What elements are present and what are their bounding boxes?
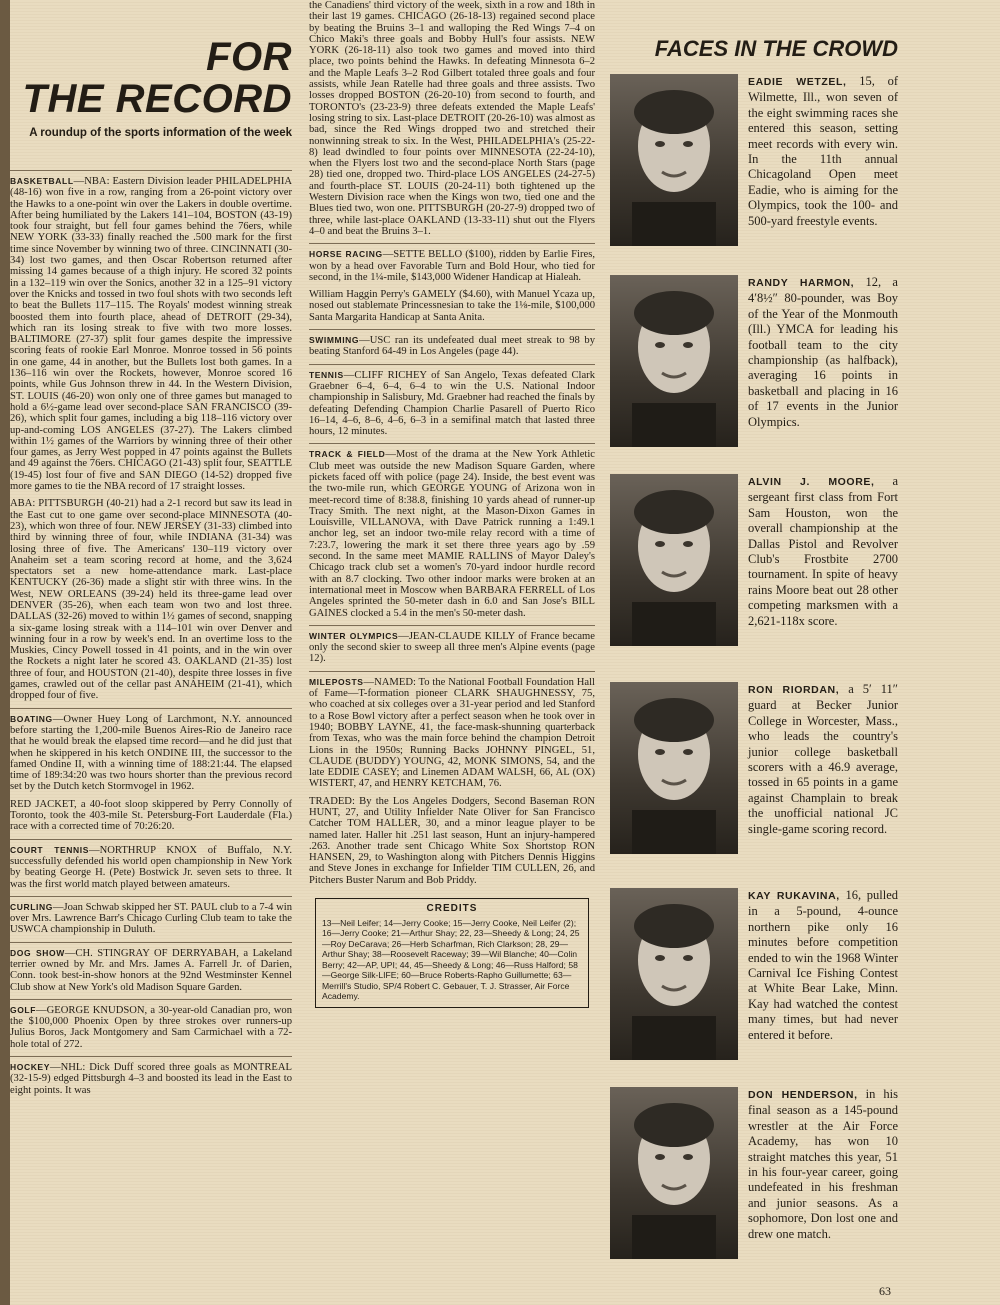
left-item [10, 839, 292, 890]
left-item [10, 1056, 292, 1096]
mid-items-list [309, 0, 595, 886]
item-text: —Most of the drama at the New York Athletic Club meet was outside the new Madison Square Garden, where pickets faced off with police (page 24). Inside, the best event was the two-mile run, which GEORGE YOUNG of Arizona won in meet-record time of 8:38.8, finishing 10 yards ahead of runner-up Tracy Smith. The next night, at the Mason-Dixon Games in Louisville, VILLANOVA, with Dave Patrick running a 1:49.1 anchor leg, set an indoor two-mile relay record with a time of 7:23.7, lowering the mark it set there three years ago by .59 second. In the same meet MAMIE RALLINS of Mayor Daley's Chicago track club set a women's 70-yard indoor hurdle record with an 8.7 clocking. Two other indoor marks were broken at an international meet in Moscow when BARBARA FERRELL of Los Angeles sprinted the 50-meter dash in 6.0 and San Jose's BILL GAINES clocked a 5.4 in the men's 50-meter dash. [309, 449, 596, 619]
left-item [10, 999, 292, 1050]
section-title [10, 36, 292, 120]
left-item [10, 942, 292, 993]
category-label: COURT TENNIS [10, 844, 90, 855]
face-name: EADIE WETZEL, [748, 76, 847, 88]
item-text: the Canadiens' third victory of the week, sixth in a row and 18th in their last 19 games. CHICAGO (26-18-13) regained second place by beating the Bruins 3–1 and walloping the Red Wings 7–4 on Chico Maki's three goals and Bobby Hull's four assists. NEW YORK (26-18-11) also took two games and moved into third place, two points behind the Hawks. In defeating Minnesota 6–2 and the Maple Leafs 3–2 Rod Gilbert totaled three goals and four assists, while Jean Ratelle had three goals and three assists. Two losses dropped BOSTON (26-20-10) from second to fourth, and TORONTO's (23-23-9) three defeats extended the Maple Leafs' losing string to six. Last-place DETROIT (20-26-10) was almost as bad, since the Red Wings dropped two and stretched their nonwinning streak to six. In the West, PHILADELPHIA's (25-22-8) lead dwindled to four points over MINNESOTA (22-24-10), when the Flyers lost two and the second-place North Stars (page 28) tied one, dropped two. Third-place LOS ANGELES (24-27-5) and fourth-place ST. LOUIS (20-24-11) both tightened up the Western Division race when the Kings won two, tied one and the Blues tied two, won one. PITTSBURGH (20-27-9) dropped two of three, while last-place OAKLAND (13-33-11) shut out the Flyers 4–0 and beat the Bruins 3–1. [309, 0, 595, 237]
category-label: SWIMMING [309, 335, 360, 346]
left-item [10, 498, 292, 701]
credits-title: CREDITS [426, 903, 478, 915]
category-label: HORSE RACING [309, 249, 383, 260]
item-text: —GEORGE KNUDSON, a 30-year-old Canadian pro, won the $100,000 Phoenix Open by three strokes over runners-up Julius Boros, Jack Montgomery and Sam Carmichael with a 72-hole total of 272. [10, 1004, 292, 1050]
face-text: 16, pulled in a 5-pound, 4-ounce northern pike only 16 minutes before competition ended to win the 1968 Winter Carnival Ice Fishing Contest at White Bear Lake, Minn. Kay had watched the contest many times, but had never entered it before. [748, 888, 898, 1042]
face-text: a sergeant first class from Fort Sam Houston, won the overall championship at the Dallas Pistol and Revolver Club's Frostbite 2700 tournament. In spite of heavy rains Moore beat out 28 other competing marksmen with a 2,621-118x score. [748, 474, 898, 628]
category-label: WINTER OLYMPICS [309, 630, 399, 641]
item-text: —NORTHRUP KNOX of Buffalo, N.Y. successfully defended his world open championship in New York by beating George H. (Pete) Bostwick Jr. seven sets to three. It was the first world match played between amateurs. [10, 844, 292, 890]
face-bio [748, 74, 898, 229]
portrait-photo [610, 682, 738, 854]
mid-item [309, 329, 595, 358]
mid-item [309, 364, 595, 438]
faces-in-the-crowd-column [608, 36, 898, 1241]
item-text: —SETTE BELLO ($100), ridden by Earlie Fires, won by a head over Favorable Turn and Bold Hour, who tied for second, in the 1¼-mile, $143,000 Widener Handicap at Hialeah. [309, 249, 595, 283]
category-label: TENNIS [309, 369, 344, 380]
category-label: DOG SHOW [10, 947, 65, 958]
portrait-photo [610, 888, 738, 1060]
title-line-2: THE RECORD [22, 77, 292, 121]
record-continued-column [309, 0, 595, 1008]
item-text: TRADED: By the Los Angeles Dodgers, Second Baseman RON HUNT, 27, and Utility Infielder Nate Oliver for San Francisco Catcher TOM HALLER, 30, and a minor league player to be named later. Haller hit .251 last season, Hunt an injury-hampered .263. Another trade sent Chicago White Sox Shortstop RON HANSEN, 29, to Washington along with Pitchers Dennis Higgins and Steve Jones in exchange for Infielder TIM CULLEN, 26, and Pitchers Buster Narum and Bob Priddy. [309, 795, 595, 886]
item-text: —CH. STINGRAY OF DERRYABAH, a Lakeland terrier owned by Mr. and Mrs. James A. Farrell Jr. of Darien, Conn. took best-in-show honors at the 92nd Westminster Kennel Club show at New York's old Madison Square Garden. [10, 947, 292, 993]
left-item [10, 896, 292, 936]
mid-item [309, 625, 595, 665]
mid-item [309, 671, 595, 790]
face-name: ALVIN J. MOORE, [748, 476, 875, 488]
page-binding-edge [0, 0, 10, 1305]
mid-item [309, 443, 595, 618]
face-name: DON HENDERSON, [748, 1089, 858, 1101]
item-text: —Joan Schwab skipped her ST. PAUL club to a 7-4 win over Mrs. Lawrence Barr's Chicago Curling Club team to take the USWCA championship in Duluth. [10, 901, 292, 936]
category-label: MILEPOSTS [309, 676, 364, 687]
category-label: GOLF [10, 1004, 37, 1015]
left-item [10, 708, 292, 793]
face-bio [748, 275, 898, 430]
face-bio [748, 888, 898, 1043]
category-label: CURLING [10, 901, 53, 912]
section-subtitle: A roundup of the sports information of the week [29, 127, 292, 139]
item-text: —JEAN-CLAUDE KILLY of France became only the second skier to sweep all three men's Alpine events (page 12). [309, 630, 595, 665]
portrait-photo [610, 74, 738, 246]
item-text: —NAMED: To the National Football Foundation Hall of Fame—T-formation pioneer CLARK SHAUGHNESSY, 75, who coached at six colleges over a 31-year period and led Stanford to a Rose Bowl victory after a perfect season when he took over in 1940; BOBBY LAYNE, 41, the face-mask-shunning quarterback from Texas, who was the main force behind the champion Detroit Lions in the 1950s; Running Backs JOHNNY PINGEL, 51, CLAUDE (BUDDY) YOUNG, 42, MONK SIMONS, 54, and the late EDDIE CASEY; and Linemen ADAM WALSH, 66, AL (OX) WISTERT, 47, and HENRY KETCHAM, 76. [309, 676, 595, 790]
face-bio [748, 474, 898, 629]
left-items-list [10, 170, 292, 1096]
face-name: RON RIORDAN, [748, 684, 840, 696]
left-item [10, 799, 292, 833]
item-text: RED JACKET, a 40-foot sloop skippered by Perry Connolly of Toronto, took the 403-mile St. Petersburg-Fort Lauderdale (Fla.) race with a corrected time of 70:26:20. [10, 798, 292, 833]
category-label: BASKETBALL [10, 176, 74, 186]
face-text: a 5′ 11″ guard at Becker Junior College in Worcester, Mass., who leads the country's junior college basketball scorers with a 46.9 average, tossed in 65 points in a game against Champlain to break the unofficial national JC single-game scoring record. [748, 682, 898, 836]
credits-box [315, 898, 589, 1008]
portrait-photo [610, 275, 738, 447]
item-text: —USC ran its undefeated dual meet streak to 98 by beating Stanford 64-49 in Los Angeles (page 44). [309, 335, 595, 358]
mid-item [309, 289, 595, 323]
item-text: ABA: PITTSBURGH (40-21) had a 2-1 record but saw its lead in the East cut to one game over second-place MINNESOTA (40-23), which won three of four. NEW JERSEY (31-33) climbed into third by winning three of four, while INDIANA (31-34) was losing three of five. The Americans' 130–119 victory over Anaheim set a team scoring record at home, and the 3,624 spectators set a new home-attendance mark. Last-place KENTUCKY (26-36) made a slight stir with three wins. In the West, NEW ORLEANS (39-24) held its three-game lead over DENVER (35-26), when each team won two and lost three. DALLAS (32-26) moved to within 1½ games of second, snapping a six-game losing streak with a 114–101 win over Denver and winning four in a row by week's end. In an overtime loss to the Muskies, Cincy Powell tossed in 41 points, and in the win over the Rockets a night later he scored 43. OAKLAND (21-35) lost three of four, and HOUSTON (21-40), despite three losses in five games, crawled out of the cellar past ANAHEIM (21-41), which dropped four of five. [10, 498, 292, 702]
item-text: —Owner Huey Long of Larchmont, N.Y. announced before starting the 1,200-mile Buenos Aires-Rio de Janeiro race that he would break the elapsed time record—and he did just that when he skippered in his ketch ONDINE III, the successor to the famed Ondine II, with a winning time of 188:21:44. The elapsed time of 189:34:20 was two hours shorter than the previous record set by the Dutch ketch Stormvogel in 1962. [10, 713, 292, 793]
face-text: 15, of Wilmette, Ill., won seven of the eight swimming races she entered this season, setting meet records with every win. In the 11th annual Chicagoland Open meet Eadie, who is aiming for the Olympics, took the 100- and 500-yard freestyle events. [748, 74, 898, 228]
face-name: KAY RUKAVINA, [748, 890, 840, 902]
face-text: in his final season as a 145-pound wrestler at the Air Force Academy, has won 10 straight matches this year, 51 in his four-year career, going undefeated in his freshman and junior seasons. As a sophomore, Don lost one and drew one match. [748, 1087, 898, 1241]
category-label: TRACK & FIELD [309, 449, 386, 460]
credits-text: 13—Neil Leifer; 14—Jerry Cooke; 15—Jerry Cooke, Neil Leifer (2); 16—Jerry Cooke; 21—Arthur Shay; 22, 23—Sheedy & Long; 24, 25—Roy DeCarava; 26—Herb Scharfman, Rich Clarkson; 28, 29—Arthur Shay; 38—Roosevelt Raceway; 39—Wil Blanche; 40—Colin Berry; 42—AP, UPI; 44, 45—Sheedy & Long; 46—Russ Halford; 58—George Silk-LIFE; 60—Bruce Roberts-Rapho Guillumette; 63—Merrill's Studio, SP/4 Robert C. Gebauer, T. J. Strasser, Air Force Academy. [322, 918, 580, 1001]
category-label: BOATING [10, 713, 53, 724]
face-text: 12, a 4′8½″ 80-pounder, was Boy of the Year of the Monmouth (Ill.) YMCA for leading his football team to the city championship (as halfback), averaging 16 points in basketball and placing in 16 of 17 events in the Junior Olympics. [748, 275, 898, 429]
face-bio [748, 682, 898, 837]
mid-item [309, 0, 595, 237]
face-name: RANDY HARMON, [748, 277, 855, 289]
item-text: —CLIFF RICHEY of San Angelo, Texas defeated Clark Graebner 6–4, 6–4, 6–4 to win the U.S. National Indoor championship in Salisbury, Md. Graebner had reached the finals by defeating Defending Champion Charlie Pasarell of Puerto Rico 16–14, 4–6, 8–6, 4–6, 6–3 in a semifinal match that lasted three hours, 12 minutes. [309, 369, 595, 438]
portrait-photo [610, 1087, 738, 1259]
category-label: HOCKEY [10, 1062, 50, 1073]
page-number: 63 [879, 1284, 891, 1298]
portrait-photo [610, 474, 738, 646]
left-item [10, 170, 292, 492]
item-text: —NHL: Dick Duff scored three goals as MONTREAL (32-15-9) edged Pittsburgh 4–3 and boosted its lead in the East to eight points. It was [10, 1062, 292, 1096]
item-text: William Haggin Perry's GAMELY ($4.60), with Manuel Ycaza up, nosed out stablemate Princessnesian to take the 1⅛-mile, $100,000 Santa Margarita Handicap at Santa Anita. [309, 289, 595, 323]
item-text: —NBA: Eastern Division leader PHILADELPHIA (48-16) won five in a row, ranging from a 26-point victory over the Hawks to a one-point win over the Lakers in double overtime. After being humiliated by the Lakers 141–104, BOSTON (43-19) took four straight, but fell four games behind the 76ers, while NEW YORK (33-33) finally reached the .500 mark for the first time since November by winning two of three. CINCINNATI (30-34) lost two games, and then Oscar Robertson returned after missing 14 games because of a thigh injury. He scored 32 points in a 132–119 win over the Sonics, another 32 in a 125–91 victory over the Knicks and tossed in two foul shots with two seconds left to beat the Bullets 117–115. The Royals' modest winning streak boosted them into fourth place, ahead of DETROIT (29-34), which ran its losing streak to five with two more losses. BALTIMORE (27-37) split four games despite the impressive scoring feats of rookie Earl Monroe. Monroe tossed in 56 points in one game, 44 in another, but the Bullets lost both games. In a 136–116 win over the Rockets, however, Monroe scored 16 points, while Gus Johnson threw in 44. In the Western Division, ST. LOUIS (46-20) won only one of three games but managed to hold a 6½-game lead over second-place SAN FRANCISCO (39-26), which split four games, including a big 118–116 victory over up-and-coming LOS ANGELES (37-27). The Lakers climbed within 1½ games of the Warriors by winning three of their other four games, as Jerry West popped in 47 points against the Bullets and 49 against the 76ers. CHICAGO (21-43) split four, SEATTLE (19-45) lost four of five and SAN DIEGO (14-52) dropped five more games to tie the NBA record of 17 straight losses. [10, 176, 292, 493]
for-the-record-column [10, 36, 292, 1102]
mid-item [309, 243, 595, 283]
face-bio [748, 1087, 898, 1242]
faces-title: FACES IN THE CROWD [654, 36, 898, 61]
mid-item [309, 796, 595, 886]
title-line-1: FOR [206, 35, 292, 79]
